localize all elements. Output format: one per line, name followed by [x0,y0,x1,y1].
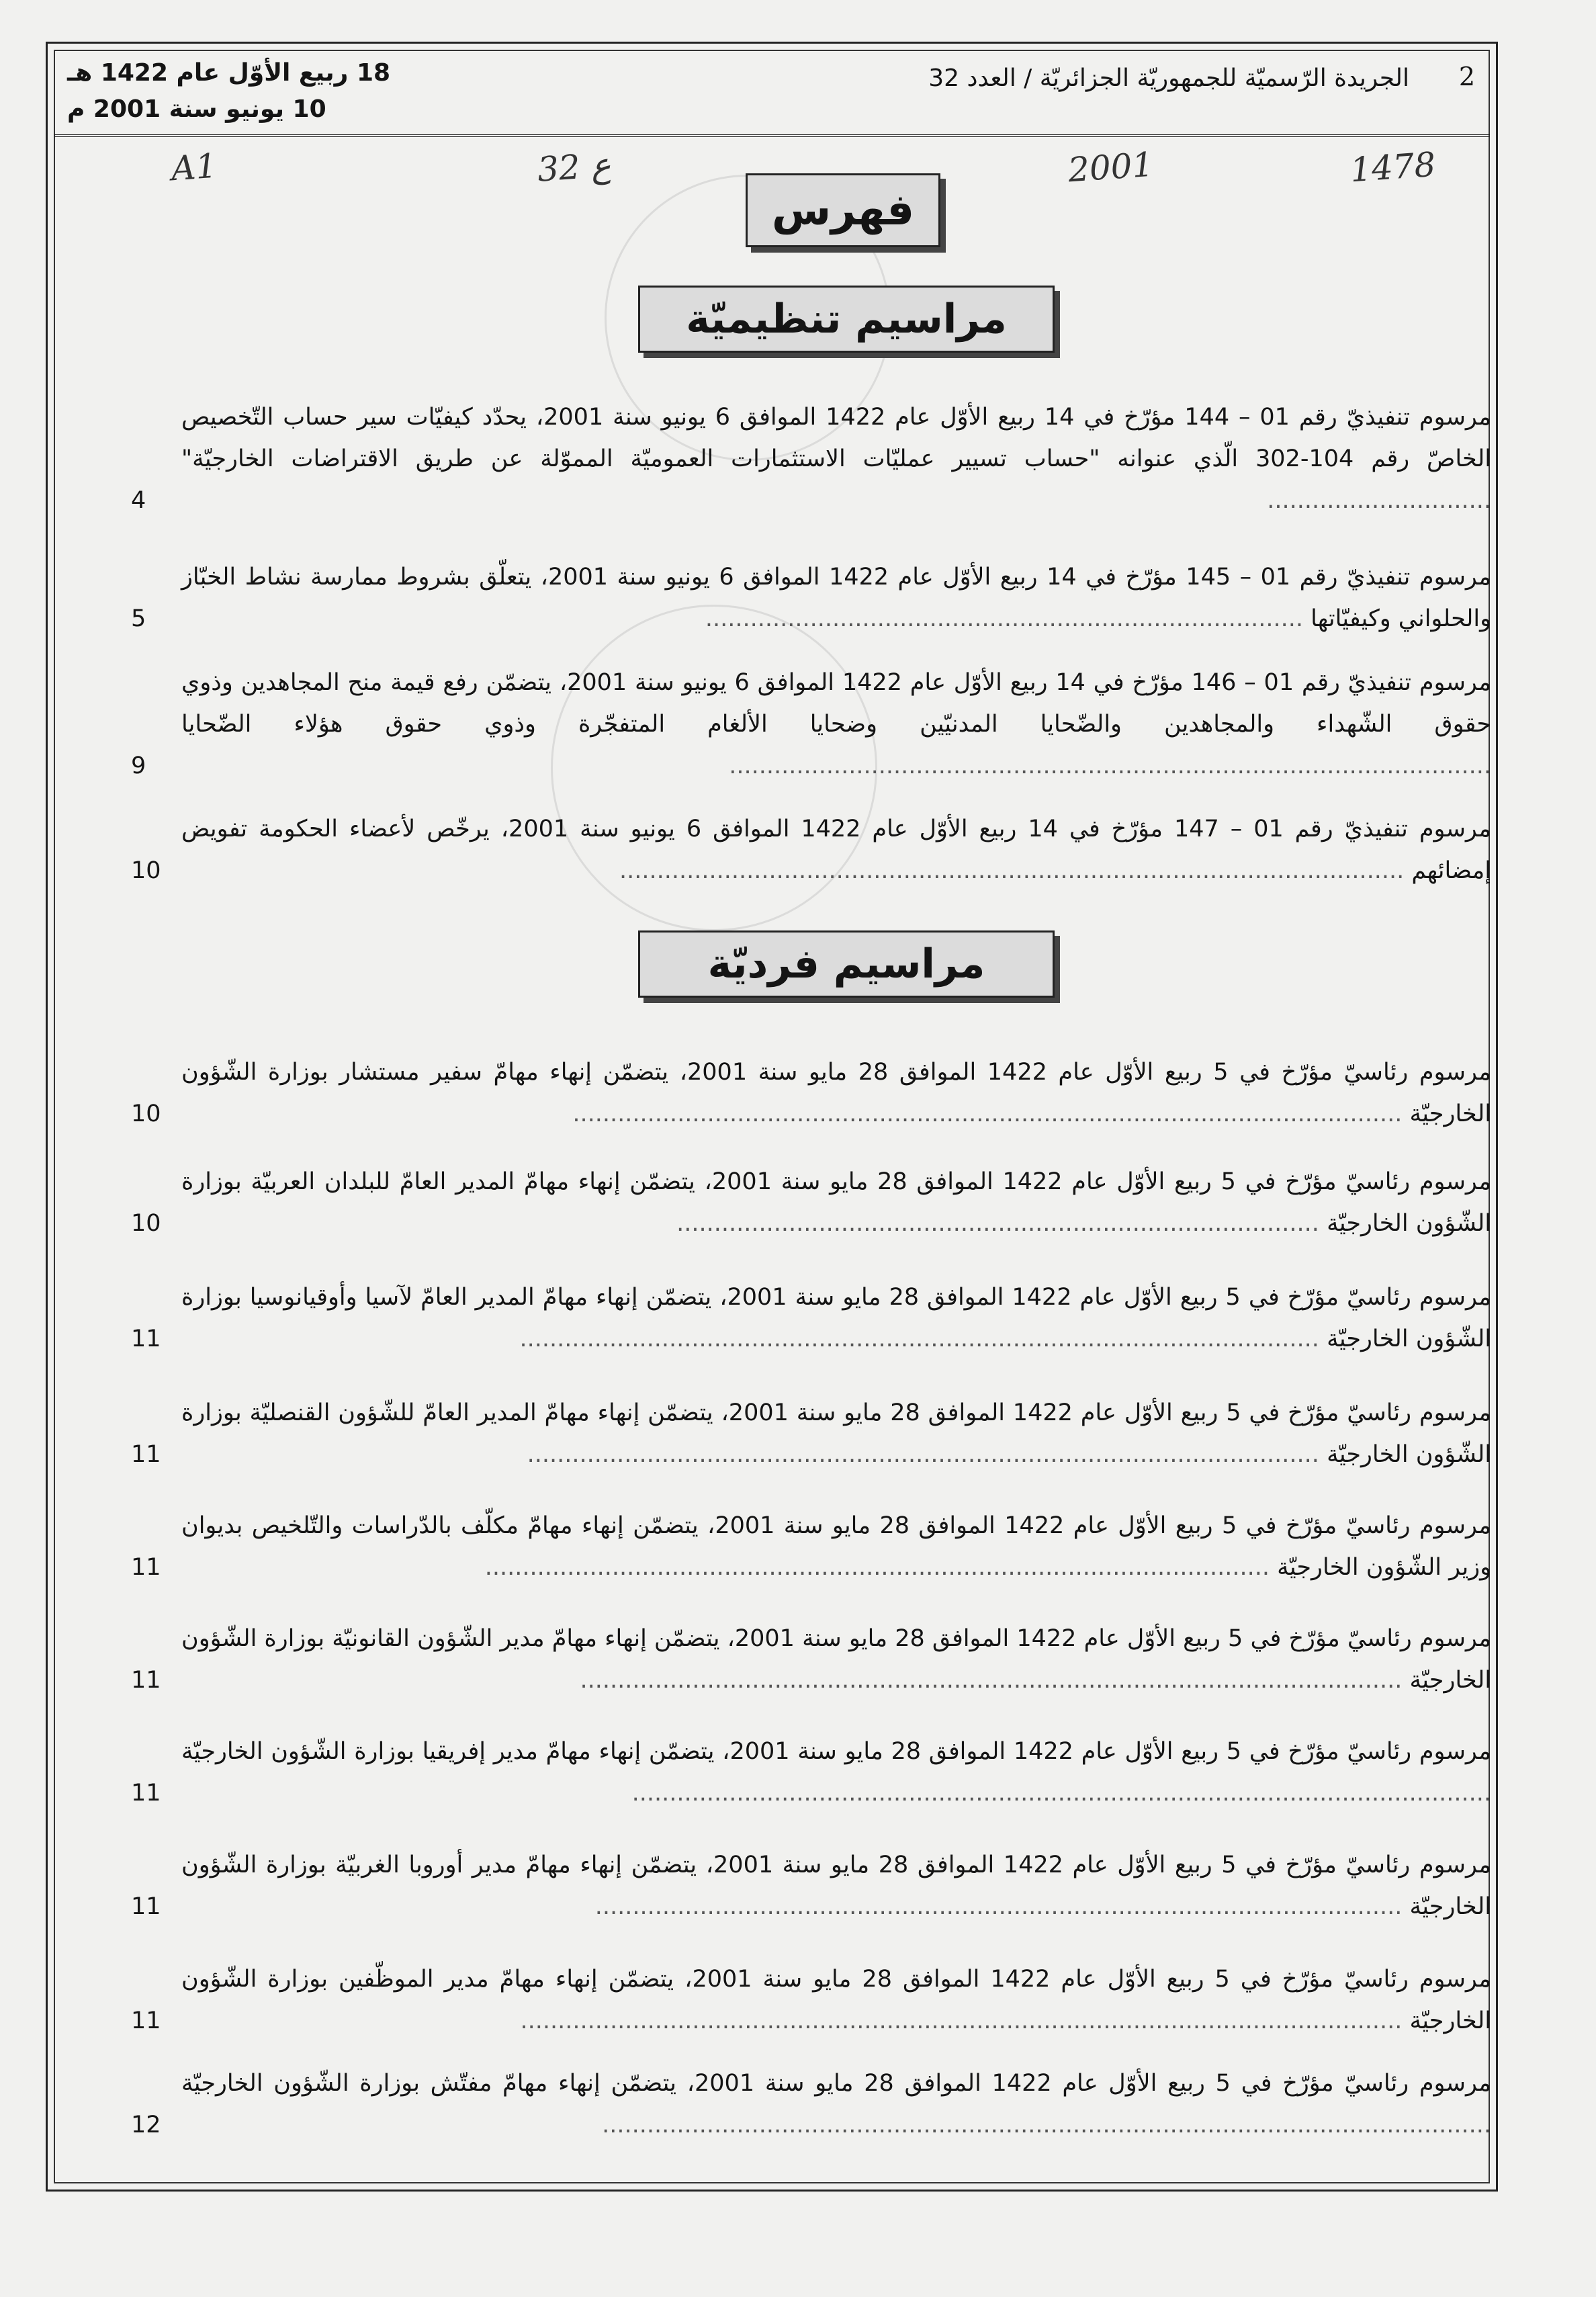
date-gregorian: 10 يونيو سنة 2001 م [67,95,326,123]
date-hijri: 18 ربيع الأوّل عام 1422 هـ [67,59,391,87]
toc-entry-text: مرسوم رئاسيّ مؤرّخ في 5 ربيع الأوّل عام 1422 الموافق 28 مايو سنة 2001، يتضمّن إنهاء مهامّ مدير إفريقيا بوزارة الشّؤون الخارجيّة [181,1738,1491,1765]
toc-page-number: 11 [131,1554,161,1581]
toc-page-number: 12 [131,2112,161,2138]
toc-entry-text: مرسوم تنفيذيّ رقم 01 – 147 مؤرّخ في 14 ربيع الأوّل عام 1422 الموافق 6 يونيو سنة 2001، يرخّص لأعضاء الحكومة تفويض إمضائهم [181,816,1491,884]
toc-entry [131,396,1492,521]
handwritten-note-year: 2001 [1067,144,1155,190]
toc-entry [131,1051,1492,1135]
toc-page-number: 11 [131,1667,161,1694]
section-title: مراسيم تنظيميّة [686,296,1007,343]
toc-entry-text: مرسوم رئاسيّ مؤرّخ في 5 ربيع الأوّل عام 1422 الموافق 28 مايو سنة 2001، يتضمّن إنهاء مهامّ سفير مستشار بوزارة الشّؤون الخارجيّة [181,1059,1492,1127]
leader-dots: .............................................................................................................. [580,1667,1410,1694]
section-title-box [638,286,1055,353]
leader-dots: ....................................................................................................................... [602,2112,1491,2138]
toc-entry-text: مرسوم تنفيذيّ رقم 01 – 145 مؤرّخ في 14 ربيع الأوّل عام 1422 الموافق 6 يونيو سنة 2001، يتعلّق بشروط ممارسة نشاط الخبّاز والحلواني وكيفيّاتها [181,564,1491,632]
toc-entry-text: مرسوم رئاسيّ مؤرّخ في 5 ربيع الأوّل عام 1422 الموافق 28 مايو سنة 2001، يتضمّن إنهاء مهامّ مدير الموظّفين بوزارة الشّؤون الخارجيّة [181,1966,1491,2034]
leader-dots: ................................................................................................................... [631,1780,1491,1807]
toc-page-number: 5 [131,605,146,632]
toc-page-number: 9 [131,752,146,779]
page-number: 2 [1458,62,1475,91]
toc-page-number: 11 [131,1326,161,1352]
leader-dots: ............................................................................................................ [594,1893,1410,1920]
index-title: فهرس [771,185,915,235]
page-header [54,50,1490,137]
toc-page-number: 10 [131,1210,161,1237]
toc-entry-text: مرسوم رئاسيّ مؤرّخ في 5 ربيع الأوّل عام 1422 الموافق 28 مايو سنة 2001، يتضمّن إنهاء مهامّ مدير الشّؤون القانونيّة بوزارة الشّؤون الخارجيّة [181,1625,1491,1694]
leader-dots: ...................................................................................................................... [520,2007,1410,2034]
toc-entry [131,1161,1491,1244]
toc-entry-text: مرسوم رئاسيّ مؤرّخ في 5 ربيع الأوّل عام 1422 الموافق 28 مايو سنة 2001، يتضمّن إنهاء مهامّ المدير العامّ لآسيا وأوقيانوسيا بوزارة الشّؤون الخارجيّة [181,1284,1492,1352]
leader-dots: ......................................................................................................... [484,1554,1278,1581]
section-title-box [638,930,1055,998]
index-title-box [746,173,940,247]
leader-dots: ......................................................................................................... [619,857,1412,884]
toc-entry-text: مرسوم رئاسيّ مؤرّخ في 5 ربيع الأوّل عام 1422 الموافق 28 مايو سنة 2001، يتضمّن إنهاء مهامّ مكلّف بالدّراسات والتّلخيص بديوان وزير الشّؤون الخارجيّة [181,1512,1492,1581]
toc-entry [131,662,1491,787]
leader-dots: .............................. [1267,487,1491,514]
section-title: مراسيم فرديّة [707,941,985,988]
leader-dots: ........................................................................................................... [519,1326,1327,1352]
toc-page-number: 4 [131,487,146,514]
handwritten-note-a1: A1 [170,146,218,189]
toc-page-number: 11 [131,1893,161,1920]
toc-page-number: 11 [131,1441,161,1468]
toc-entry-text: مرسوم تنفيذيّ رقم 01 – 146 مؤرّخ في 14 ربيع الأوّل عام 1422 الموافق 6 يونيو سنة 2001، يتضمّن رفع قيمة منح المجاهدين وذوي حقوق الشّهداء والمجاهدين والضّحايا المدنيّين وضحايا الألغام المتفجّرة وذوي حقوق هؤلاء الضّحايا [181,669,1491,738]
toc-entry [131,1618,1491,1701]
toc-entry [131,1844,1492,1927]
leader-dots: .......................................................................................................... [527,1441,1327,1468]
toc-entry [131,1731,1491,1814]
leader-dots: ............................................................................................................... [572,1100,1410,1127]
toc-entry-text: مرسوم تنفيذيّ رقم 01 – 144 مؤرّخ في 14 ربيع الأوّل عام 1422 الموافق 6 يونيو سنة 2001، يحدّد كيفيّات سير حساب التّخصيص الخاصّ رقم 104-302 الّذي عنوانه "حساب تسيير عمليّات الاستثمارات العموميّة المموّلة عن طريق الاقتراضات الخارجيّة" [181,404,1492,472]
toc-page-number: 11 [131,1780,161,1807]
toc-entry-text: مرسوم رئاسيّ مؤرّخ في 5 ربيع الأوّل عام 1422 الموافق 28 مايو سنة 2001، يتضمّن إنهاء مهامّ المدير العامّ للبلدان العربيّة بوزارة الشّؤون الخارجيّة [181,1168,1491,1237]
journal-title: الجريدة الرّسميّة للجمهوريّة الجزائريّة / العدد 32 [928,64,1409,92]
toc-page-number: 10 [131,857,161,884]
toc-page-number: 11 [131,2007,161,2034]
toc-entry [131,1276,1492,1360]
toc-entry [131,1958,1491,2042]
toc-entry-text: مرسوم رئاسيّ مؤرّخ في 5 ربيع الأوّل عام 1422 الموافق 28 مايو سنة 2001، يتضمّن إنهاء مهامّ المدير العامّ للشّؤون القنصليّة بوزارة الشّؤون الخارجيّة [181,1399,1492,1468]
leader-dots: ...................................................................................... [676,1210,1327,1237]
toc-entry [131,2063,1491,2146]
toc-entry [131,808,1491,892]
toc-entry [131,1392,1492,1475]
handwritten-note-issue: 32 ع [536,145,613,189]
toc-entry [131,1505,1492,1588]
toc-entry-text: مرسوم رئاسيّ مؤرّخ في 5 ربيع الأوّل عام 1422 الموافق 28 مايو سنة 2001، يتضمّن إنهاء مهامّ مفتّش بوزارة الشّؤون الخارجيّة [181,2070,1491,2097]
toc-page-number: 10 [131,1100,161,1127]
toc-entry-text: مرسوم رئاسيّ مؤرّخ في 5 ربيع الأوّل عام 1422 الموافق 28 مايو سنة 2001، يتضمّن إنهاء مهامّ مدير أوروبا الغربيّة بوزارة الشّؤون الخارجيّة [181,1852,1492,1920]
toc-entry [131,556,1491,640]
issue-date [67,55,390,128]
leader-dots: ................................................................................ [705,605,1311,632]
handwritten-note-number: 1478 [1349,144,1437,190]
leader-dots: ...................................................................................................... [729,752,1491,779]
